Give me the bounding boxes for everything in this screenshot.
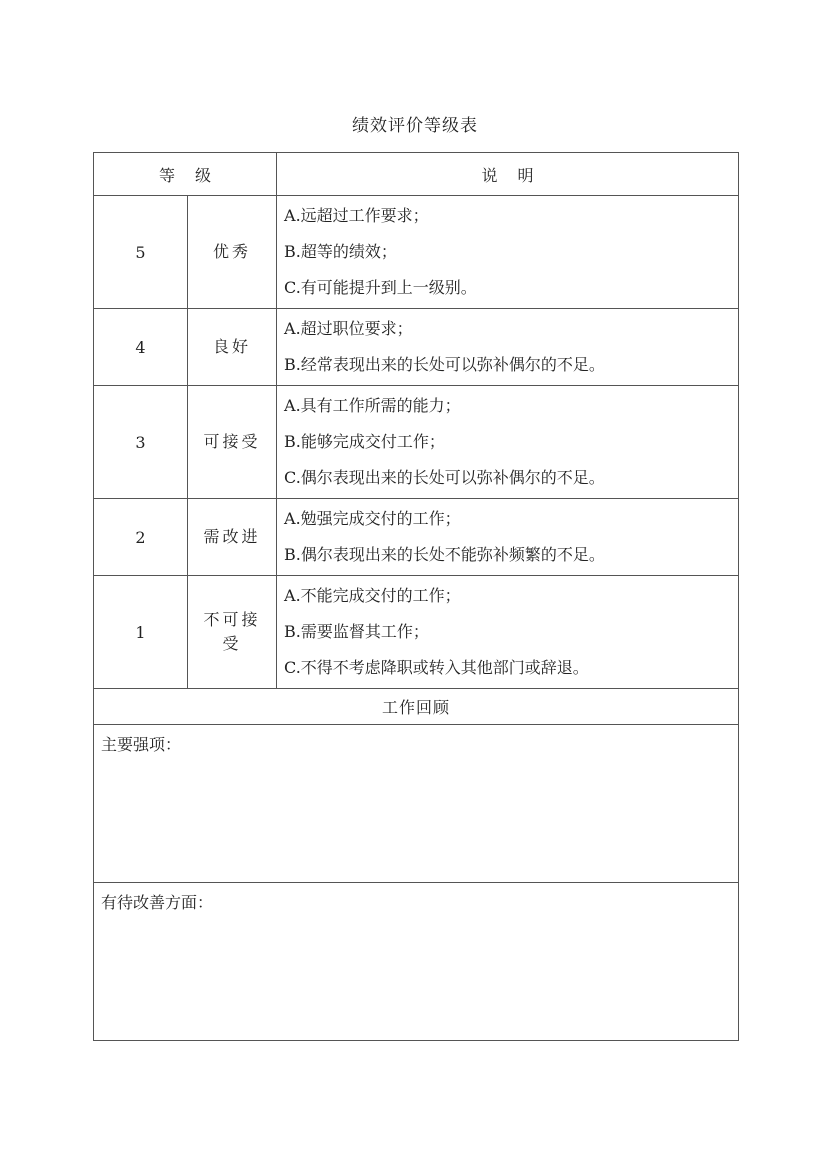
strengths-field[interactable] [94, 725, 739, 883]
header-description: 说明 [277, 153, 739, 196]
grade-table [93, 152, 739, 1041]
description-item: C.不得不考虑降职或转入其他部门或辞退。 [284, 658, 589, 677]
grade-description [277, 386, 739, 499]
grade-row [94, 196, 739, 309]
header-row [94, 153, 739, 196]
improvements-row [94, 883, 739, 1041]
grade-number: 4 [94, 309, 188, 386]
description-item: B.超等的绩效； [284, 242, 397, 261]
grade-description [277, 309, 739, 386]
header-level: 等级 [94, 153, 277, 196]
description-item: B.能够完成交付工作； [284, 432, 445, 451]
page-title: 绩效评价等级表 [352, 116, 478, 136]
improvements-field[interactable] [94, 883, 739, 1041]
description-item: B.偶尔表现出来的长处不能弥补频繁的不足。 [284, 545, 605, 564]
description-item: C.有可能提升到上一级别。 [284, 278, 477, 297]
strengths-label: 主要强项： [101, 735, 182, 754]
improvements-label: 有待改善方面： [101, 893, 214, 912]
grade-number: 2 [94, 499, 188, 576]
description-item: A.远超过工作要求； [284, 206, 429, 225]
grade-row [94, 576, 739, 689]
review-title: 工作回顾 [94, 689, 739, 725]
description-item: B.需要监督其工作； [284, 622, 429, 641]
description-item: C.偶尔表现出来的长处可以弥补偶尔的不足。 [284, 468, 605, 487]
grade-number: 1 [94, 576, 188, 689]
description-item: A.超过职位要求； [284, 319, 413, 338]
grade-name: 良好 [188, 309, 277, 386]
description-item: A.不能完成交付的工作； [284, 586, 461, 605]
grade-description [277, 576, 739, 689]
grade-name: 需改进 [188, 499, 277, 576]
grade-number: 5 [94, 196, 188, 309]
grade-row [94, 499, 739, 576]
grade-name: 不可接受 [188, 576, 277, 689]
description-item: B.经常表现出来的长处可以弥补偶尔的不足。 [284, 355, 605, 374]
grade-row [94, 386, 739, 499]
grade-description [277, 196, 739, 309]
grade-number: 3 [94, 386, 188, 499]
description-item: A.具有工作所需的能力； [284, 396, 461, 415]
grade-name: 优秀 [188, 196, 277, 309]
grade-row [94, 309, 739, 386]
grade-description [277, 499, 739, 576]
grade-name: 可接受 [188, 386, 277, 499]
review-title-row [94, 689, 739, 725]
description-item: A.勉强完成交付的工作； [284, 509, 461, 528]
strengths-row [94, 725, 739, 883]
